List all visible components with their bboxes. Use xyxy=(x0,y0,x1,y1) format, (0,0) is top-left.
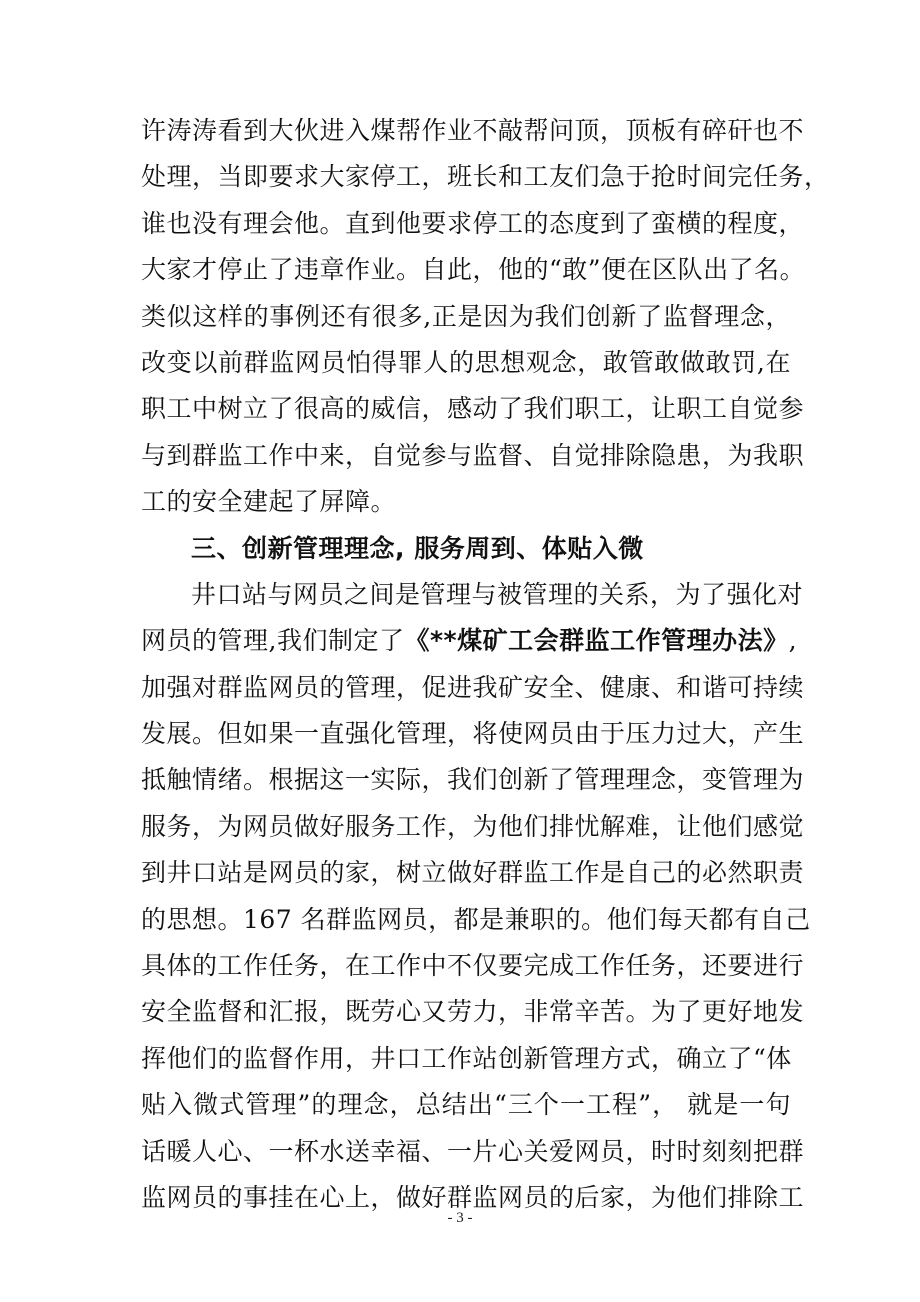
paragraph-line: 处理，当即要求大家停工，班长和工友们急于抢时间完任务， xyxy=(141,162,830,192)
paragraph-line: 工的安全建起了屏障。 xyxy=(141,487,397,517)
paragraph-line: 服务，为网员做好服务工作，为他们排忧解难，让他们感觉 xyxy=(141,811,805,841)
paragraph-line: 到井口站是网员的家，树立做好群监工作是自己的必然职责 xyxy=(141,858,805,888)
line-suffix: , xyxy=(788,626,798,656)
paragraph-line: 具体的工作任务，在工作中不仅要完成工作任务，还要进行 xyxy=(141,951,805,981)
paragraph-line: 职工中树立了很高的威信，感动了我们职工，让职工自觉参 xyxy=(141,394,805,424)
paragraph-line: 安全监督和汇报，既劳心又劳力，非常辛苦。为了更好地发 xyxy=(141,997,805,1027)
page-number: - 3 - xyxy=(447,1210,473,1226)
paragraph-line: 类似这样的事例还有很多,正是因为我们创新了监督理念， xyxy=(141,301,791,331)
paragraph-line: 抵触情绪。根据这一实际，我们创新了管理理念，变管理为 xyxy=(141,765,805,795)
paragraph-line: 加强对群监网员的管理，促进我矿安全、健康、和谐可持续 xyxy=(141,672,805,702)
paragraph-line: 话暖人心、一杯水送幸福、一片心关爱网员，时时刻刻把群 xyxy=(141,1136,805,1166)
paragraph-line: 贴入微式管理”的理念，总结出“三个一工程”， 就是一句 xyxy=(141,1090,791,1120)
body-text xyxy=(141,108,830,1221)
paragraph-line: 大家才停止了违章作业。自此，他的“敢”便在区队出了名。 xyxy=(141,255,806,285)
paragraph-line: 井口站与网员之间是管理与被管理的关系，为了强化对 xyxy=(191,579,804,609)
paragraph-line: 的思想。167 名群监网员，都是兼职的。他们每天都有自己 xyxy=(141,904,811,934)
paragraph-line: 监网员的事挂在心上，做好群监网员的后家，为他们排除工 xyxy=(141,1182,805,1212)
paragraph-line: 许涛涛看到大伙进入煤帮作业不敲帮问顶，顶板有碎矸也不 xyxy=(141,116,805,145)
paragraph-line-with-title xyxy=(141,618,798,664)
section-heading: 三、创新管理理念, 服务周到、体贴入微 xyxy=(191,533,644,563)
document-title-reference: 《**煤矿工会群监工作管理办法》 xyxy=(404,626,789,656)
paragraph-line: 挥他们的监督作用，井口工作站创新管理方式，确立了“体 xyxy=(141,1043,792,1073)
paragraph-line: 谁也没有理会他。直到他要求停工的态度到了蛮横的程度， xyxy=(141,208,805,238)
line-prefix: 网员的管理,我们制定了 xyxy=(141,626,405,656)
paragraph-line: 与到群监工作中来，自觉参与监督、自觉排除隐患，为我职 xyxy=(141,440,805,470)
paragraph-line: 发展。但如果一直强化管理，将使网员由于压力过大，产生 xyxy=(141,719,805,749)
paragraph-line: 改变以前群监网员怕得罪人的思想观念，敢管敢做敢罚,在 xyxy=(141,347,791,377)
